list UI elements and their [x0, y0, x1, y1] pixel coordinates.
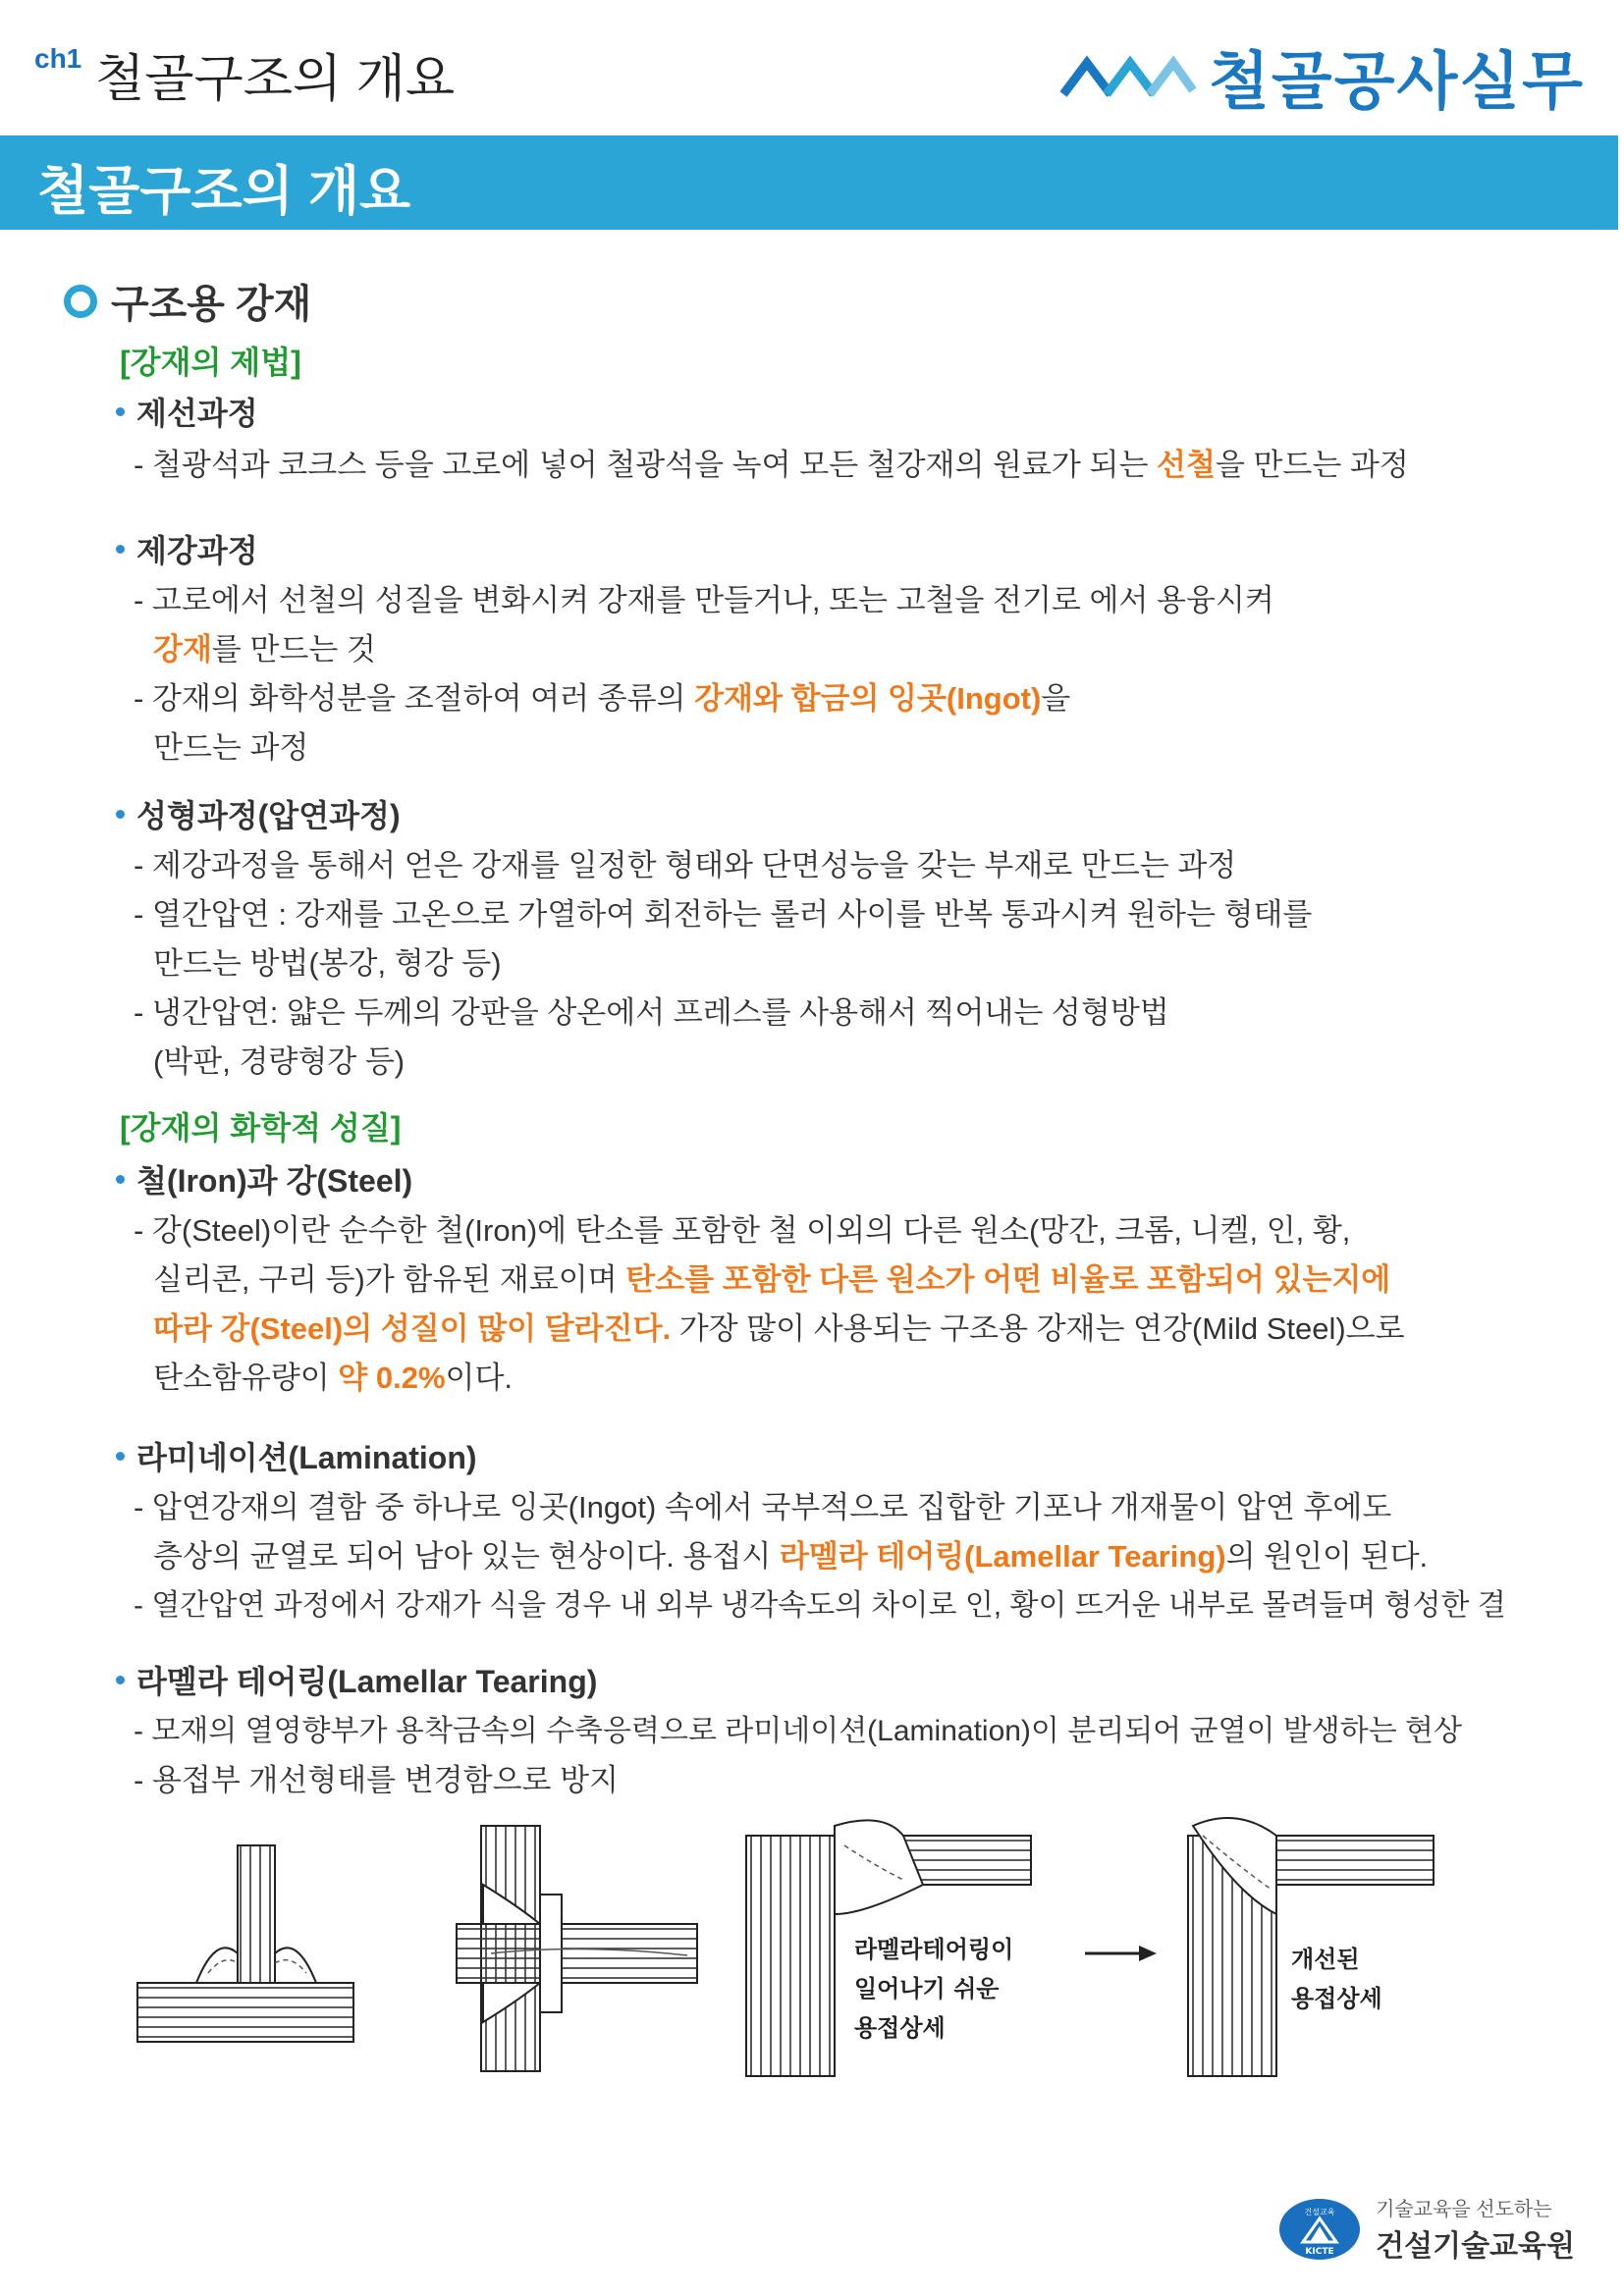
bullet-icon — [116, 1676, 125, 1684]
text-line: - 고로에서 선철의 성질을 변화시켜 강재를 만들거나, 또는 고철을 전기로 에서 용융시켜 — [134, 583, 1274, 617]
item-title-text: 라멜라 테어링(Lamellar Tearing) — [136, 1664, 598, 1699]
item-title — [116, 1433, 477, 1478]
svg-text:건설교육: 건설교육 — [1304, 2207, 1335, 2216]
weld-detail-improved — [1188, 1818, 1434, 2076]
text-line: 실리콘, 구리 등)가 함유된 재료이며 탄소를 포함한 다른 원소가 어떤 비율로 포함되어 있는지에 — [153, 1262, 1391, 1297]
org-emblem-icon — [1277, 2197, 1362, 2262]
text-line: - 용접부 개선형태를 변경함으로 방지 — [134, 1763, 619, 1797]
footer-org — [1277, 2193, 1575, 2265]
text-line: - 강재의 화학성분을 조절하여 여러 종류의 강재와 합금의 잉곳(Ingot)을 — [134, 681, 1071, 716]
text-line: 만드는 과정 — [153, 730, 309, 765]
weld-detail-t-joint — [457, 1826, 697, 2071]
footer-tagline: 기술교육을 선도하는 — [1376, 2199, 1552, 2220]
bullet-icon — [116, 545, 125, 554]
header-title: 철골구조의 개요 — [95, 51, 456, 108]
subheading-chemical: [강재의 화학적 성질] — [120, 1110, 402, 1146]
text-line: 층상의 균열로 되어 남아 있는 현상이다. 용접시 라멜라 테어링(Lamellar Tearing)의 원인이 된다. — [153, 1539, 1429, 1574]
bullet-icon — [116, 407, 125, 416]
section-heading — [64, 273, 311, 329]
item-title — [116, 791, 401, 836]
text-line: - 모재의 열영향부가 용착금속의 수축응력으로 라미네이션(Lamination)이 분리되어 균열이 발생하는 현상 — [134, 1715, 1462, 1747]
brand-name: 철골공사실무 — [1209, 46, 1585, 117]
text-line: 따라 강(Steel)의 성질이 많이 달라진다. 가장 많이 사용되는 구조용 강재는 연강(Mild Steel)으로 — [153, 1311, 1405, 1346]
item-title-text: 철(Iron)과 강(Steel) — [136, 1163, 413, 1199]
weld-detail-figure — [118, 1806, 1492, 2081]
item-title — [116, 1156, 412, 1201]
label-prone-1: 라멜라테어링이 — [854, 1936, 1014, 1963]
svg-text:KICTE: KICTE — [1305, 2246, 1334, 2257]
label-prone-2: 일어나기 쉬운 — [854, 1975, 1000, 2002]
item-title-text: 제선과정 — [136, 396, 258, 431]
item-title — [116, 526, 258, 571]
footer-org-name: 건설기술교육원 — [1376, 2230, 1575, 2263]
label-improved-2: 용접상세 — [1291, 1985, 1382, 2012]
text-line: - 철광석과 코크스 등을 고로에 넣어 철광석을 녹여 모든 철강재의 원료가 되는 선철을 만드는 과정 — [134, 448, 1409, 482]
brand-wave-icon — [1059, 55, 1197, 98]
label-improved-1: 개선된 — [1291, 1946, 1360, 1973]
text-line: - 냉간압연: 얇은 두께의 강판을 상온에서 프레스를 사용해서 찍어내는 성형방법 — [134, 995, 1169, 1030]
weld-detail-fillet — [137, 1845, 353, 2042]
bullet-icon — [116, 1452, 125, 1461]
item-title-text: 라미네이션(Lamination) — [136, 1440, 477, 1475]
text-line: 강재를 만드는 것 — [153, 632, 376, 667]
subheading-manufacturing: [강재의 제법] — [120, 345, 301, 380]
ring-bullet-icon — [64, 285, 97, 318]
section-title: 구조용 강재 — [111, 283, 312, 326]
item-title-text: 제강과정 — [136, 533, 258, 568]
text-line: 만드는 방법(봉강, 형강 등) — [153, 946, 502, 981]
item-title — [116, 389, 258, 434]
brand-logo — [1059, 31, 1585, 122]
banner-title: 철골구조의 개요 — [37, 162, 411, 221]
bullet-icon — [116, 1175, 125, 1184]
text-line: - 열간압연 : 강재를 고온으로 가열하여 회전하는 롤러 사이를 반복 통과시켜 원하는 형태를 — [134, 897, 1313, 932]
weld-detail-prone — [746, 1820, 1031, 2076]
item-title-text: 성형과정(압연과정) — [136, 798, 401, 833]
chapter-tag: ch1 — [34, 43, 82, 74]
arrow-right-icon — [1085, 1946, 1157, 1961]
text-line: 탄소함유량이 약 0.2%이다. — [153, 1361, 514, 1395]
label-prone-3: 용접상세 — [854, 2014, 946, 2042]
text-line: - 강(Steel)이란 순수한 철(Iron)에 탄소를 포함한 철 이외의 다른 원소(망간, 크롬, 니켈, 인, 황, — [134, 1213, 1351, 1248]
item-title — [116, 1657, 597, 1702]
text-line: - 열간압연 과정에서 강재가 식을 경우 내 외부 냉각속도의 차이로 인, 황이 뜨거운 내부로 몰려들며 형성한 결 — [134, 1589, 1506, 1622]
text-line: - 압연강재의 결함 중 하나로 잉곳(Ingot) 속에서 국부적으로 집합한 기포나 개재물이 압연 후에도 — [134, 1490, 1392, 1524]
text-line: (박판, 경량형강 등) — [153, 1044, 406, 1079]
text-line: - 제강과정을 통해서 얻은 강재를 일정한 형태와 단면성능을 갖는 부재로 만드는 과정 — [134, 848, 1237, 882]
bullet-icon — [116, 810, 125, 819]
